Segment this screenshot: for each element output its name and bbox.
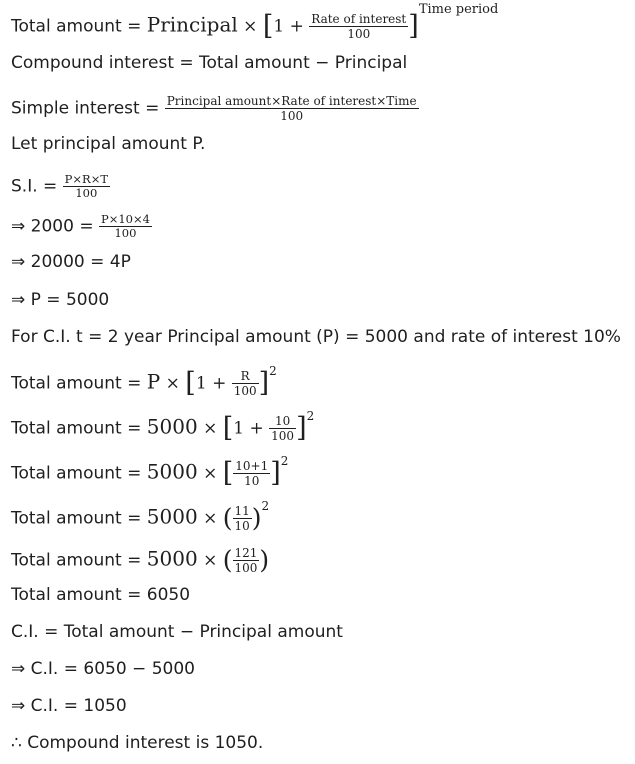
si-denominator: 100 [280,109,304,123]
ci-result-line: ⇒ C.I. = 1050 [11,696,127,716]
step-p-5000: ⇒ P = 5000 [11,290,110,310]
substitution-fraction [99,213,152,240]
ten-numerator: 10 [269,414,296,429]
time-period-exponent: Time period [418,2,499,17]
total-amount-paren-line [11,499,270,533]
square-exponent: 2 [269,364,277,378]
left-paren: ( [222,545,233,575]
formula-lhs: ⇒ 2000 = [11,216,99,237]
one-plus: 1 + [233,418,270,439]
prt-denominator: 100 [75,186,98,200]
right-bracket: ] [408,10,419,42]
ci-definition-line: C.I. = Total amount − Principal amount [11,622,343,642]
left-bracket: [ [262,10,274,42]
right-bracket: ] [258,367,270,399]
eleven-numerator: 11 [234,504,250,518]
si-numerator: Principal amount×Rate of interest×Time [166,94,417,108]
square-exponent: 2 [261,499,270,513]
principal-term: 5000 [146,546,198,571]
left-bracket: [ [222,457,234,489]
sum-denominator: 10 [244,474,260,488]
right-paren: ) [251,503,262,533]
square-exponent: 2 [306,409,315,423]
principal-term: 5000 [146,414,198,439]
right-bracket: ] [296,412,307,444]
right-paren: ) [259,545,270,575]
sum-numerator: 10+1 [235,459,269,473]
principal-term: Principal [146,12,238,37]
hundred21-fraction [233,546,260,575]
ci-given-line: For C.I. t = 2 year Principal amount (P) = 5000 and rate of interest 10% [11,327,621,347]
principal-term: 5000 [146,504,198,529]
r-fraction [232,369,259,398]
formula-lhs: Simple interest = [11,98,165,119]
formula-lhs: Total amount = [11,373,147,394]
si-fraction [165,94,419,123]
ten-denominator: 100 [271,429,295,443]
simple-interest-formula [11,94,419,123]
conclusion-line: ∴ Compound interest is 1050. [11,733,264,753]
formula-lhs: Total amount = [11,508,147,529]
rate-denominator: 100 [347,27,371,41]
one-plus: 1 + [273,16,310,37]
left-bracket: [ [222,412,234,444]
times-sign: × [237,16,263,37]
prt-numerator: P×R×T [64,172,109,186]
total-amount-10-line [11,409,315,444]
step-20000: ⇒ 20000 = 4P [11,252,131,272]
formula-lhs: Total amount = [11,550,147,571]
si-expression [11,173,110,200]
times-sign: × [197,550,223,571]
times-sign: × [197,463,223,484]
formula-lhs: Total amount = [11,463,147,484]
formula-lhs: Total amount = [11,16,147,37]
let-principal-line: Let principal amount P. [11,134,206,154]
eleven-fraction [233,504,252,533]
rate-fraction [309,12,408,41]
total-amount-result: Total amount = 6050 [11,585,191,605]
prt-fraction [63,173,110,200]
si-substitution [11,213,152,240]
times-sign: × [197,508,223,529]
total-amount-121-line [11,546,269,575]
hundred21-denominator: 100 [234,561,258,575]
substitution-numerator: P×10×4 [100,212,150,226]
sum-fraction [233,459,270,488]
total-amount-formula [11,2,499,42]
rate-numerator: Rate of interest [311,12,407,26]
r-numerator: R [232,369,259,384]
principal-term: 5000 [146,459,198,484]
right-bracket: ] [270,457,281,489]
formula-lhs: S.I. = [11,176,63,197]
ten-fraction [269,414,296,443]
total-amount-11-line [11,454,289,489]
ci-subtraction-line: ⇒ C.I. = 6050 − 5000 [11,659,195,679]
times-sign: × [197,418,223,439]
substitution-denominator: 100 [114,226,137,240]
formula-lhs: Total amount = [11,418,147,439]
compound-interest-formula: Compound interest = Total amount − Principal [11,53,408,73]
total-amount-p-line [11,364,277,399]
left-paren: ( [222,503,233,533]
one-plus: 1 + [195,373,232,394]
square-exponent: 2 [280,454,289,468]
left-bracket: [ [185,367,196,399]
principal-term: P [146,369,161,394]
r-denominator: 100 [233,384,257,398]
hundred21-numerator: 121 [234,546,258,560]
times-sign: × [160,373,186,394]
eleven-denominator: 10 [234,519,250,533]
